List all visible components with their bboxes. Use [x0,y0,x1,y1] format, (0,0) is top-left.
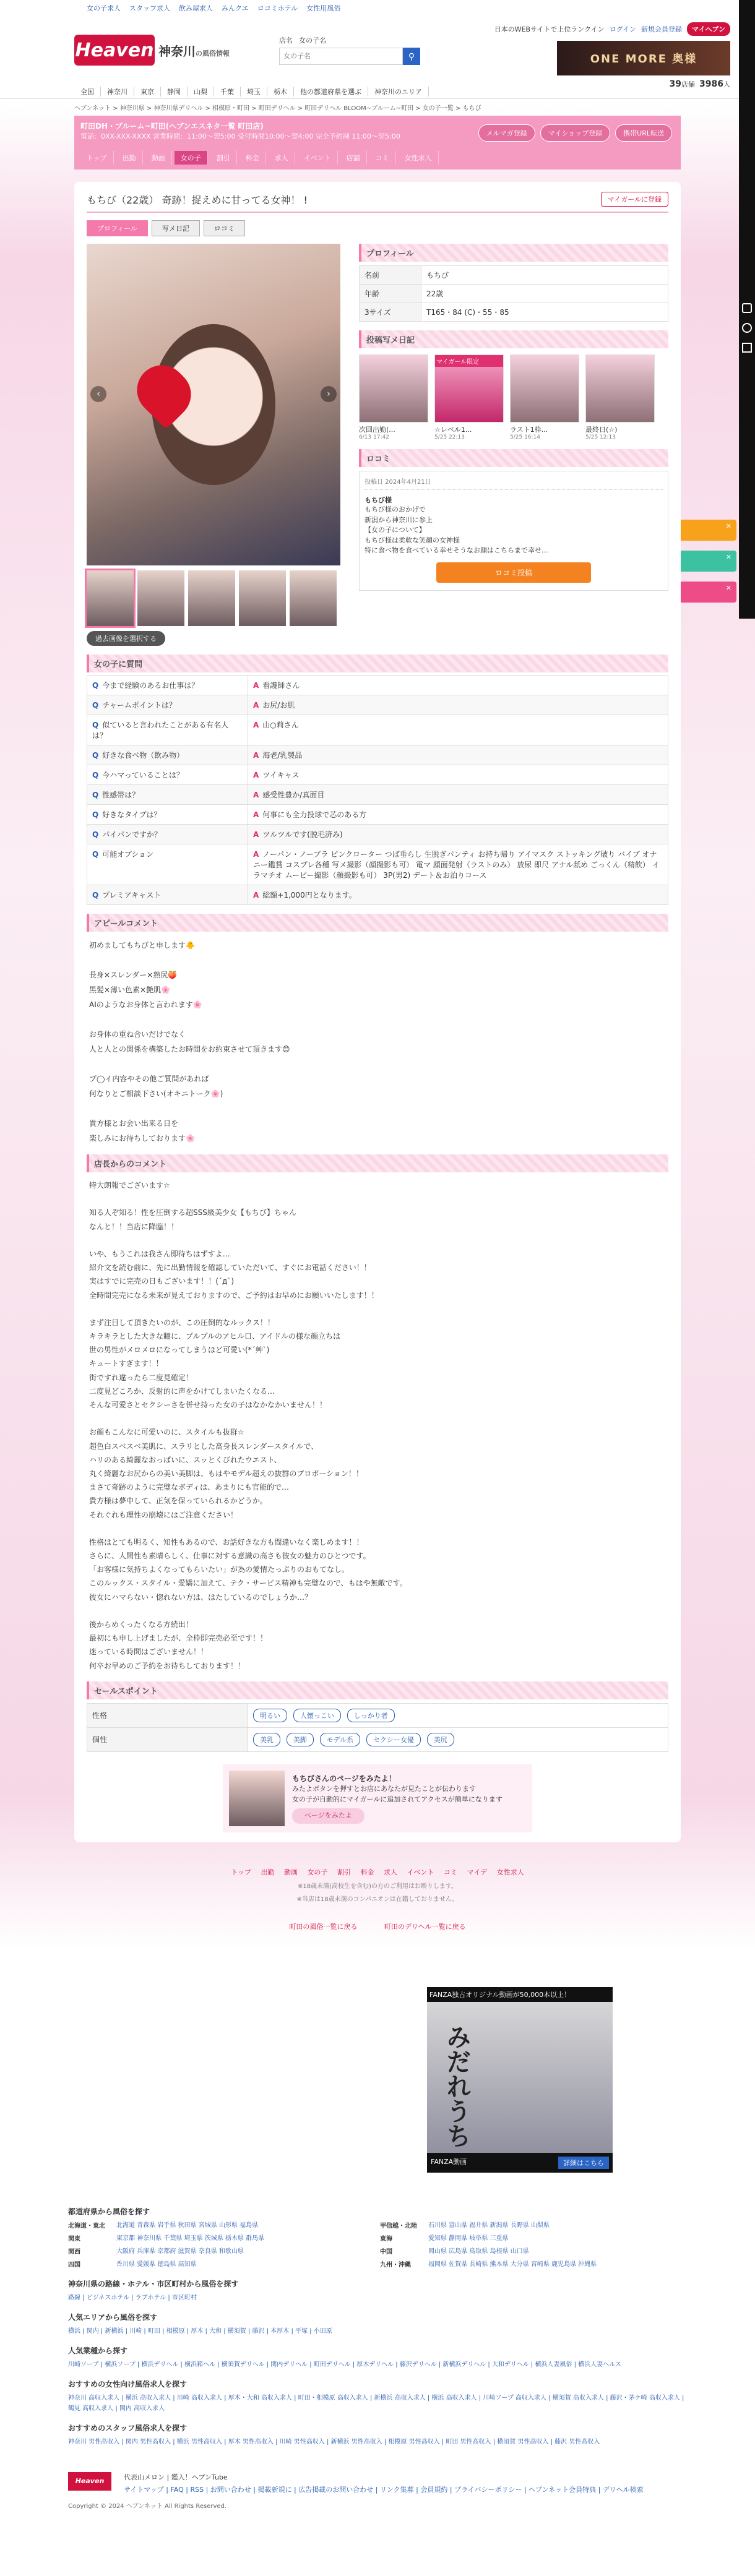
footer-nav-item[interactable]: 女性求人 [496,1868,524,1876]
qa-question: チャームポイントは？ [102,701,176,710]
login-link[interactable]: ログイン [609,25,636,33]
shop-nav-item[interactable]: トップ [80,151,114,165]
region-name: 四国 [68,2261,80,2269]
diary-item[interactable] [585,354,655,440]
shop-header-band [74,116,681,170]
sitemap-heading: おすすめのスタッフ風俗求人を探す [68,2423,188,2432]
a-mark: A [253,791,259,799]
footer-shop-nav [0,1867,755,1877]
q-mark: Q [92,891,99,899]
qa-answer: 山○莉さん [262,721,299,729]
region-prefs[interactable]: 香川県 愛媛県 徳島県 高知県 [116,2260,197,2268]
search-icon: ⚲ [408,51,415,61]
region-prefs[interactable]: 北海道 青森県 岩手県 秋田県 宮城県 山形県 福島県 [116,2222,259,2229]
shop-nav-item[interactable]: 店舗 [340,151,367,165]
back-to-fuzoku-list[interactable]: 町田の風俗一覧に戻る [289,1922,358,1931]
diary-date: 6/13 17:42 [359,434,390,440]
region-name: 中国 [380,2248,392,2256]
area-nav-item[interactable]: 東京 [134,87,161,97]
footer-line-1[interactable]: 代表山メロン | 鑑入！ヘブンTube [124,2473,228,2481]
shop-nav-item[interactable]: 求人 [269,151,295,165]
profile-value: もちび [421,266,668,285]
footer-nav-item[interactable]: 割引 [337,1868,351,1876]
main-photo[interactable] [87,244,340,565]
region-name: 関西 [68,2248,80,2256]
register-link[interactable]: 新規会員登録 [641,25,682,33]
footer-nav-item[interactable]: 出勤 [261,1868,275,1876]
staff-comment: 特大朗報でございます☆ 知る人ぞ知る！性を圧倒する超SSS級美少女【もちび】ちゃん なんと！！当店に降臨！！ いや、もうこれは我さん即待ちはずすよ… 紹介文を読む前に、先に出勤情報を確認していただいて、すぐにお電話ください！！ 実はすでに完売の日もございます！！(´д`) 全時間完売になる未来が見えておりますので、ご予約はお早めにお願いいたします！！ まず注目して頂きたいのが、この圧倒的なルックス！！ キラキラとした大きな瞳に、プルプルのアヒル口、アイドルの様な顔立ちは 世の男性がメロメロになってしまうほど可愛い(*´艸`) キュートすぎます！！ 街ですれ違ったら二度見確定！ 二度見どころか、反射的に声をかけてしまいたくなる… そんな可愛さとセクシーさを併せ持った女の子はなかなかいません！！ お顔もこんなに可愛いのに、スタイルも抜群☆ 超色白スベスベ美肌に、スラリとした高身長スレンダースタイルで、 ハリのある綺麗なおっぱいに、スッとくびれたウエスト、 丸く綺麗なお尻からの美い美脚は、もはやモデル超えの抜群のプロポーション！！ まさて奇跡のように完璧なボディは、あまりにも官能的で… 貴方様は夢中して、正気を保っていられるかどうか。 それぐれも理性の崩壊にはご注意ください！ 性格はとても明るく、知性もあるので、お話好きな方も間違いなく楽しめます！！ さらに、人間性も素晴らしく、仕事に対する意識の高さも彼女の魅力のひとつです。 「お客様に気持ちよくなってもらいたい」が為の愛情たっぷりのおもてなし。 このルックス・スタイル・愛嬌に加えて、テク・サービス精神も完璧なので、もはや無敵です。 彼女にハマらない・惚れない方は、はたしているのでしょうか…？ 後からめくったくなる方続出！ 最初にも申し上げましたが、全枠即完売必至です！！ 迷っている時間はございません！！ 何卒お早めのご予約をお待ちしております！！ [89,1181,407,1670]
shop-nav [80,151,675,165]
a-mark: A [253,681,259,690]
footer-nav-item[interactable]: 求人 [383,1868,397,1876]
search-input[interactable] [279,48,403,65]
shop-nav-item[interactable]: コミ [369,151,396,165]
breadcrumb[interactable]: ヘブンネット > 神奈川県 > 神奈川県デリヘル > 相模原・町田 > 町田デリヘル > 町田デリヘル BLOOM~ブルーム~町田 > 女の子一覧 > もちび [74,105,481,112]
q-mark: Q [92,830,99,839]
sitemap-heading: 神奈川県の路線・ホテル・市区町村から風俗を探す [68,2279,239,2288]
tab-review[interactable]: ロコミ [204,220,245,236]
area-nav-item[interactable]: 静岡 [161,87,188,97]
review-body: もちび様のおかげで 新潟から神奈川に参上 【女の子について】 もちび様は柔軟な笑顔の女神様 特に食べ物を食べている幸せそうなお顔はこちらまで幸せ... [365,505,548,554]
girl-count-number: 3986 [699,79,723,89]
review-post-button[interactable]: ロコミ投稿 [436,562,591,583]
qa-row [87,825,668,844]
header-account [494,22,730,36]
qa-question: 好きな食べ物（飲み物） [102,751,184,760]
region-prefs[interactable]: 愛知県 静岡県 岐阜県 三重県 [428,2235,509,2242]
top-bar [0,0,755,16]
site-footer [0,2447,755,2494]
diary-photo-locked [434,354,504,423]
qa-question: 似ていると言われたことがある有名人は？ [92,721,229,740]
close-icon[interactable]: ✕ [725,553,731,561]
footer-links[interactable]: サイトマップ | FAQ | RSS | お問い合わせ | 掲載新規に | 広告掲載のお問い合わせ | リンク集募 | 会員規約 | プライバシーポリシー | ヘブンネット会員特典 | デリヘル検索 [124,2485,644,2494]
trait-tag: 美乳 [253,1733,280,1746]
qa-table [87,675,668,905]
qa-question: 可能オプション [102,850,154,859]
clock-icon[interactable] [742,323,752,333]
q-mark: Q [92,850,99,859]
footer-nav-item[interactable]: 動画 [283,1868,298,1876]
shop-nav-item-active[interactable]: 女の子 [175,151,208,165]
topbar-link-4[interactable]: みんクエ [222,4,249,12]
mygirl-only-badge: マイガール限定 [435,355,503,367]
qa-question: 性感帯は？ [102,791,140,799]
shop-nav-item[interactable]: イベント [298,151,338,165]
search-tabs [279,35,420,45]
page-title: もちび（22歳） 奇跡！捉えめに甘ってる女神！ ! [87,194,308,206]
diary-photo [585,354,655,423]
sitemap-heading: おすすめの女性向け風俗求人を探す [68,2379,188,2389]
qa-row [87,785,668,805]
qa-answer: 総額+1,000円となります。 [262,891,356,899]
thumbnail-strip [87,570,340,626]
profile-value: T165・84 (C)・55・85 [421,303,668,322]
shop-name[interactable]: 町田DH・ブルーム~町田(ヘブンエスネタ一覧 町田店) [80,122,264,131]
sales-point-key: 性格 [87,1703,248,1727]
age-notice-1: ※18歳未満(高校生を含む)の方のご利用はお断りします。 [297,1883,458,1890]
mygirl-register-button[interactable]: マイガールに登録 [601,192,668,207]
review-name: もちび様 [365,496,392,504]
ad-title: みだれうち [442,2024,471,2148]
qa-answer: ツルツルです(脱毛済み) [262,830,343,839]
qa-answer: お尻/お肌 [262,701,295,710]
diary-item[interactable] [359,354,428,440]
a-mark: A [253,891,259,899]
tab-profile[interactable]: プロフィール [87,220,148,236]
sitemap-heading: 人気エリアから風俗を探す [68,2312,158,2322]
a-mark: A [253,751,259,760]
diary-title: ☆レベル1... [434,426,472,434]
a-mark: A [253,721,259,729]
thumbnail[interactable] [137,570,184,626]
trait-tag: モデル系 [320,1733,360,1746]
site-header [0,16,755,84]
sitemap-links[interactable]: 横浜 | 関内 | 新横浜 | 川崎 | 町田 | 相模原 | 厚木 | 大和 | 横須賀 | 藤沢 | 本厚木 | 平塚 | 小田原 [68,2327,332,2335]
footer-nav-item[interactable]: 料金 [360,1868,374,1876]
thumbnail[interactable] [290,570,337,626]
footer-nav-item[interactable]: マイデ [467,1868,488,1876]
photo-gallery [87,244,340,646]
diary-date: 5/25 12:13 [585,434,616,440]
sitemap [0,2173,755,2447]
diary-photo [510,354,579,423]
diary-heading: 投稿写メ日記 [359,330,668,348]
trait-tag: 美尻 [427,1733,454,1746]
q-mark: Q [92,771,99,779]
a-mark: A [253,810,259,819]
area-title [158,41,230,59]
area-nav-item[interactable]: 神奈川のエリア [368,87,429,97]
qa-question: 今まで経験のあるお仕事は？ [102,681,199,690]
sitemap-heading: 都道府県から風俗を探す [68,2207,150,2216]
staff-comment-heading: 店長からのコメント [87,1154,668,1172]
sitemap-links[interactable]: 川崎ソープ | 横浜ソープ | 横浜デリヘル | 横浜箱ヘル | 横須賀デリヘル | 関内デリヘル | 町田デリヘル | 厚木デリヘル | 藤沢デリヘル | 新横浜デリヘル | 大和デリヘル | 横浜人妻風俗 | 横浜人妻ヘルス [68,2361,621,2368]
topbar-link-6[interactable]: 女性用風俗 [306,4,341,12]
trait-tag: 美脚 [287,1733,314,1746]
area-nav [0,84,755,99]
q-mark: Q [92,751,99,760]
sitemap-links[interactable]: 神奈川 男性高収入 | 関内 男性高収入 | 横浜 男性高収入 | 厚木 男性高収入 | 川崎 男性高収入 | 新横浜 男性高収入 | 相模原 男性高収入 | 町田 男性高収入 | 横須賀 男性高収入 | 藤沢 男性高収入 [68,2438,600,2445]
thumbnail[interactable] [239,570,286,626]
a-mark: A [253,850,259,859]
qa-answer: 感受性豊か/真面目 [262,791,325,799]
ad-brand: FANZA動画 [431,2157,467,2166]
region-prefs[interactable]: 大阪府 兵庫県 京都府 滋賀県 奈良県 和歌山県 [116,2248,244,2255]
topbar-link-5[interactable]: ロコミホテル [257,4,298,12]
q-mark: Q [92,701,99,710]
diary-item[interactable] [434,354,504,440]
close-icon[interactable]: ✕ [725,584,731,592]
mailmag-button[interactable]: メルマガ登録 [478,124,535,142]
shop-count-number: 39 [669,79,682,89]
topbar-link-2[interactable]: スタッフ求人 [129,4,170,12]
qa-row [87,715,668,745]
profile-key: 年齢 [360,285,421,303]
footer-nav-item[interactable]: トップ [231,1868,251,1876]
region-prefs[interactable]: 岡山県 広島県 鳥取県 島根県 山口県 [428,2248,529,2255]
qa-row [87,695,668,715]
mypage-button[interactable]: マイヘブン [687,22,730,36]
qa-row [87,805,668,825]
footer-nav-item[interactable]: イベント [407,1868,434,1876]
qa-heading: 女の子に質問 [87,655,668,672]
area-subtitle: の風俗情報 [196,49,230,58]
a-mark: A [253,701,259,710]
search-box [279,35,420,65]
profile-subtabs [87,220,668,236]
trait-tag: 明るい [253,1709,287,1722]
logo-mark: Heaven [74,35,155,66]
area-nav-item[interactable]: 埼玉 [241,87,267,97]
chevron-right-icon[interactable]: › [321,386,337,402]
qa-answer: 海老/乳製品 [262,751,303,760]
fanza-ad[interactable] [427,1987,613,2173]
area-nav-item[interactable]: 栃木 [267,87,294,97]
ad-top-caption: FANZA独占オリジナル動画が50,000本以上！ [427,1987,613,2002]
sitemap-heading: 人気業種から探す [68,2346,128,2355]
diary-item[interactable] [510,354,579,440]
shop-nav-item[interactable]: 料金 [239,151,266,165]
topbar-link-1[interactable]: 女の子求人 [87,4,121,12]
search-button[interactable] [403,48,420,65]
appeal-heading: アピールコメント [87,914,668,932]
chevron-left-icon[interactable]: ‹ [90,386,106,402]
review-date: 投稿日 2024年4月21日 [365,476,663,490]
a-mark: A [253,830,259,839]
q-mark: Q [92,681,99,690]
review-heading: ロコミ [359,449,668,467]
a-mark: A [253,771,259,779]
diary-photo [359,354,428,423]
area-nav-item[interactable]: 神奈川 [101,87,134,97]
qa-question: 好きなタイプは？ [102,810,162,819]
shop-nav-item[interactable]: 女性求人 [399,151,439,165]
qa-question: プレミアキャスト [102,891,162,899]
shop-nav-item[interactable]: 動画 [145,151,172,165]
qa-row [87,676,668,695]
thumbnail[interactable] [188,570,235,626]
footer-nav-item[interactable]: 女の子 [307,1868,328,1876]
bookmark-icon[interactable] [742,343,752,353]
shop-nav-item[interactable]: 出勤 [116,151,143,165]
tab-diary[interactable]: 写メ日記 [152,220,200,236]
diary-date: 5/25 22:13 [434,434,465,440]
qa-answer: ツイキャス [262,771,300,779]
ranking-text: 日本のWEBサイトで上位ランクイン [494,25,605,33]
region-name: 九州・沖縄 [380,2261,411,2269]
appeal-comment: 初めましてもちびと申します🐥 長身×スレンダー×熟尻🍑 黒髪×薄い色素×艶肌🌸 AIのようなお身体と言われます🌸 お身体の重ね合いだけでなく 人と人との関係を構築したお時間をお約束させて頂きます😊 プ◯イ内容やその他ご質問があれば 何なりとご相談下さい(オキニトーク🌸) 貴方様とお会い出来る日を 楽しみにお待ちしております🌸 [89,941,290,1143]
diary-list [359,348,668,449]
sitemap-links[interactable]: 神奈川 高収入求人 | 横浜 高収入求人 | 川崎 高収入求人 | 厚木・大和 高収入求人 | 町田・相模原 高収入求人 | 新横浜 高収入求人 | 横浜 高収入求人 | 川崎ソープ 高収入求人 | 横須賀 高収入求人 | 藤沢・茅ケ崎 高収入求人 | 鶴見 高収入求人 | 関内 高収入求人 [68,2394,684,2412]
diary-title: 次回出勤(... [359,426,395,434]
qa-question: 今ハマっていることは？ [102,771,184,779]
site-logo[interactable] [74,35,230,66]
shop-count-label: 店舗 [681,80,696,88]
region-name: 甲信越・北陸 [380,2222,417,2230]
profile-table [359,265,668,322]
qa-row [87,745,668,765]
shop-info: 電話：0XX-XXX-XXXX 営業時間：11:00～翌5:00 受付時間10:00～翌4:00 完全予約制 11:00～翌5:00 [80,132,400,140]
region-name: 北海道・東北 [68,2222,105,2230]
shop-nav-item[interactable]: 割引 [210,151,237,165]
topbar-link-3[interactable]: 飲み屋求人 [179,4,213,12]
q-mark: Q [92,721,99,729]
thumbnail[interactable] [87,570,134,626]
age-notice-2: ※当店は18歳未満のコンパニオンは在籍しておりません。 [296,1896,459,1903]
qa-answer: 看護師さん [262,681,300,690]
area-nav-item[interactable]: 他の都道府県を選ぶ [294,87,368,97]
trait-tag: セクシー女優 [366,1733,421,1746]
search-tab-shop[interactable]: 店名 [279,36,293,45]
diary-date: 5/25 16:14 [510,434,541,440]
qa-answer: 何事にも全力投球で芯のある方 [262,810,367,819]
mitayo-button[interactable]: ページをみたよ [292,1808,365,1824]
area-nav-item[interactable]: 全国 [74,87,101,97]
qa-row [87,885,668,905]
ad-detail-button[interactable]: 詳細はこちら [558,2157,609,2169]
footer-logo[interactable]: Heaven [68,2472,111,2491]
myshop-button[interactable]: マイショップ登録 [540,124,611,142]
trait-tag: しっかり者 [347,1709,395,1722]
profile-key: 3サイズ [360,303,421,322]
promo-text-1: みたよボタンを押すとお店にあなたが見たことが伝わります [292,1785,476,1793]
promo-title: もちびさんのページをみたよ！ [292,1774,396,1783]
sales-points-table [87,1703,668,1752]
region-prefs[interactable]: 東京都 神奈川県 千葉県 埼玉県 茨城県 栃木県 群馬県 [116,2235,265,2242]
header-banner[interactable]: ONE MORE 奥様 [557,41,730,75]
back-links [0,1921,755,1931]
trait-tag: 人懐っこい [293,1709,341,1722]
girl-count-label: 人 [723,80,730,88]
girl-profile-card [74,182,681,1842]
q-mark: Q [92,791,99,799]
review-box [359,471,668,591]
diary-title: ラスト1枠... [510,426,548,434]
promo-photo [229,1771,285,1826]
sitemap-links[interactable]: 路線 | ビジネスホテル | ラブホテル | 市区町村 [68,2294,197,2301]
past-images-button[interactable]: 過去画像を選択する [87,631,165,646]
region-name: 東海 [380,2235,392,2243]
mobile-url-button[interactable]: 携帯URL転送 [615,124,672,142]
region-prefs[interactable]: 福岡県 佐賀県 長崎県 熊本県 大分県 宮崎県 鹿児島県 沖縄県 [428,2260,597,2268]
qa-row [87,765,668,785]
profile-key: 名前 [360,266,421,285]
area-nav-item[interactable]: 千葉 [214,87,241,97]
sales-point-key: 個性 [87,1727,248,1751]
shop-count [670,79,730,89]
right-toolbar [739,0,755,619]
history-icon[interactable] [742,303,752,313]
close-icon[interactable]: ✕ [725,522,731,530]
footer-nav-item[interactable]: コミ [443,1868,457,1876]
area-title-text: 神奈川 [158,43,196,59]
area-nav-item[interactable]: 山梨 [188,87,214,97]
copyright: Copyright © 2024 ヘブンネット All Rights Reserved. [68,2502,227,2510]
mitayo-promo [223,1764,532,1832]
qa-answer: ノーパン・ノーブラ ピンクローター つば垂らし 生脱ぎパンティ お持ち帰り アイマスク ストッキング破り バイブ オナニー鑑賞 コスプレ各種 写メ撮影（顔撮影も可） 電マ 顔面発射（ラストのみ） 放尿 即尺 アナル舐め ごっくん（精飲） イラマチオ ムービー撮影（顔撮影も可） 3P(男2) デート＆お泊りコース [253,850,660,880]
qa-row [87,844,668,885]
promo-text-2: 女の子が自動的にマイガールに追加されてアクセスが簡単になります [292,1795,503,1803]
region-name: 関東 [68,2235,80,2243]
diary-title: 最終日(☆) [585,426,618,434]
qa-question: パイパンですか？ [102,830,162,839]
region-prefs[interactable]: 石川県 富山県 福井県 新潟県 長野県 山梨県 [428,2222,550,2229]
profile-value: 22歳 [421,285,668,303]
search-tab-girl[interactable]: 女の子名 [299,36,326,45]
back-to-deli-list[interactable]: 町田のデリヘル一覧に戻る [384,1922,466,1931]
q-mark: Q [92,810,99,819]
profile-heading: プロフィール [359,244,668,262]
sales-points-heading: セールスポイント [87,1681,668,1699]
